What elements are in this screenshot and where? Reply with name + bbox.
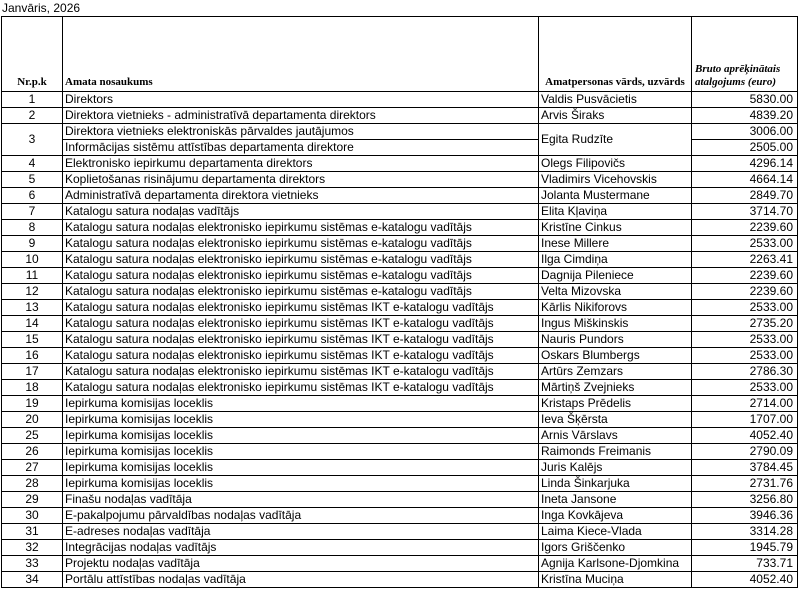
position-title: Katalogu satura nodaļas elektronisko iepirkumu sistēmas IKT e-katalogu vadītājs — [63, 332, 539, 348]
table-row — [2, 556, 798, 572]
row-number: 12 — [2, 284, 63, 300]
row-number: 5 — [2, 172, 63, 188]
table-row — [2, 508, 798, 524]
official-name: Arnis Vārslavs — [539, 428, 692, 444]
official-name: Ingus Miškinskis — [539, 316, 692, 332]
official-name: Elita Kļaviņa — [539, 204, 692, 220]
position-title: Direktors — [63, 92, 539, 108]
table-row — [2, 524, 798, 540]
gross-salary: 2533.00 — [692, 380, 798, 396]
row-number: 28 — [2, 476, 63, 492]
row-number: 10 — [2, 252, 63, 268]
gross-salary: 3256.80 — [692, 492, 798, 508]
table-row — [2, 172, 798, 188]
position-title: Katalogu satura nodaļas elektronisko iepirkumu sistēmas e-katalogu vadītājs — [63, 268, 539, 284]
row-number: 31 — [2, 524, 63, 540]
official-name: Raimonds Freimanis — [539, 444, 692, 460]
table-row — [2, 364, 798, 380]
table-row — [2, 476, 798, 492]
gross-salary: 3784.45 — [692, 460, 798, 476]
position-title: Informācijas sistēmu attīstības departamenta direktore — [63, 140, 539, 156]
gross-salary: 2239.60 — [692, 220, 798, 236]
row-number: 9 — [2, 236, 63, 252]
table-row — [2, 428, 798, 444]
table-row — [2, 396, 798, 412]
table-row — [2, 348, 798, 364]
position-title: Iepirkuma komisijas loceklis — [63, 412, 539, 428]
official-name: Oskars Blumbergs — [539, 348, 692, 364]
table-row — [2, 188, 798, 204]
position-title: Katalogu satura nodaļas elektronisko iepirkumu sistēmas IKT e-katalogu vadītājs — [63, 364, 539, 380]
row-number: 16 — [2, 348, 63, 364]
row-number: 8 — [2, 220, 63, 236]
table-row — [2, 492, 798, 508]
gross-salary: 2533.00 — [692, 348, 798, 364]
position-title: Iepirkuma komisijas loceklis — [63, 428, 539, 444]
row-number: 14 — [2, 316, 63, 332]
gross-salary: 4664.14 — [692, 172, 798, 188]
position-title: Katalogu satura nodaļas elektronisko iepirkumu sistēmas IKT e-katalogu vadītājs — [63, 316, 539, 332]
gross-salary: 2533.00 — [692, 332, 798, 348]
position-title: Elektronisko iepirkumu departamenta direktors — [63, 156, 539, 172]
table-row — [2, 156, 798, 172]
gross-salary: 2239.60 — [692, 268, 798, 284]
position-title: Projektu nodaļas vadītāja — [63, 556, 539, 572]
position-title: Direktora vietnieks elektroniskās pārvaldes jautājumos — [63, 124, 539, 140]
table-row — [2, 268, 798, 284]
position-title: Iepirkuma komisijas loceklis — [63, 444, 539, 460]
row-number: 2 — [2, 108, 63, 124]
row-number: 30 — [2, 508, 63, 524]
official-name: Kārlis Nikiforovs — [539, 300, 692, 316]
position-title: E-adreses nodaļas vadītāja — [63, 524, 539, 540]
row-number: 13 — [2, 300, 63, 316]
gross-salary: 1707.00 — [692, 412, 798, 428]
gross-salary: 4296.14 — [692, 156, 798, 172]
position-title: Katalogu satura nodaļas elektronisko iepirkumu sistēmas IKT e-katalogu vadītājs — [63, 348, 539, 364]
position-title: E-pakalpojumu pārvaldības nodaļas vadītāja — [63, 508, 539, 524]
official-name: Ineta Jansone — [539, 492, 692, 508]
row-number: 4 — [2, 156, 63, 172]
gross-salary: 2786.30 — [692, 364, 798, 380]
official-name: Agnija Karlsone-Djomkina — [539, 556, 692, 572]
table-header-row — [2, 17, 798, 92]
gross-salary: 1945.79 — [692, 540, 798, 556]
table-row — [2, 252, 798, 268]
position-title: Katalogu satura nodaļas vadītājs — [63, 204, 539, 220]
official-name: Juris Kalējs — [539, 460, 692, 476]
gross-salary: 2505.00 — [692, 140, 798, 156]
official-name: Velta Mizovska — [539, 284, 692, 300]
row-number: 20 — [2, 412, 63, 428]
official-name: Egita Rudzīte — [539, 124, 692, 156]
table-row — [2, 92, 798, 108]
position-title: Iepirkuma komisijas loceklis — [63, 476, 539, 492]
table-row — [2, 220, 798, 236]
position-title: Administratīvā departamenta direktora vietnieks — [63, 188, 539, 204]
official-name: Olegs Filipovičs — [539, 156, 692, 172]
row-number: 6 — [2, 188, 63, 204]
table-row — [2, 316, 798, 332]
table-row — [2, 444, 798, 460]
gross-salary: 2731.76 — [692, 476, 798, 492]
gross-salary: 5830.00 — [692, 92, 798, 108]
position-title: Katalogu satura nodaļas elektronisko iepirkumu sistēmas e-katalogu vadītājs — [63, 220, 539, 236]
official-name: Arvis Širaks — [539, 108, 692, 124]
position-title: Direktora vietnieks - administratīvā departamenta direktors — [63, 108, 539, 124]
gross-salary: 733.71 — [692, 556, 798, 572]
row-number: 26 — [2, 444, 63, 460]
report-period: Janvāris, 2026 — [2, 1, 81, 15]
position-title: Koplietošanas risinājumu departamenta direktors — [63, 172, 539, 188]
gross-salary: 2790.09 — [692, 444, 798, 460]
position-title: Integrācijas nodaļas vadītājs — [63, 540, 539, 556]
official-name: Igors Griščenko — [539, 540, 692, 556]
official-name: Vladimirs Vicehovskis — [539, 172, 692, 188]
table-row — [2, 108, 798, 124]
table-row — [2, 380, 798, 396]
table-row — [2, 540, 798, 556]
row-number: 34 — [2, 572, 63, 588]
official-name: Linda Šinkarjuka — [539, 476, 692, 492]
row-number: 25 — [2, 428, 63, 444]
gross-salary: 3314.28 — [692, 524, 798, 540]
position-title: Iepirkuma komisijas loceklis — [63, 396, 539, 412]
official-name: Kristaps Prēdelis — [539, 396, 692, 412]
official-name: Kristīna Muciņa — [539, 572, 692, 588]
official-name: Artūrs Zemzars — [539, 364, 692, 380]
row-number: 7 — [2, 204, 63, 220]
row-number: 17 — [2, 364, 63, 380]
official-name: Ieva Šķērsta — [539, 412, 692, 428]
gross-salary: 4052.40 — [692, 428, 798, 444]
row-number: 33 — [2, 556, 63, 572]
gross-salary: 3946.36 — [692, 508, 798, 524]
gross-salary: 2239.60 — [692, 284, 798, 300]
official-name: Jolanta Mustermane — [539, 188, 692, 204]
table-row — [2, 460, 798, 476]
header-position-title: Amata nosaukums — [63, 17, 539, 92]
official-name: Kristīne Cinkus — [539, 220, 692, 236]
gross-salary: 2735.20 — [692, 316, 798, 332]
row-number: 27 — [2, 460, 63, 476]
table-body — [2, 92, 798, 588]
row-number: 11 — [2, 268, 63, 284]
position-title: Iepirkuma komisijas loceklis — [63, 460, 539, 476]
position-title: Portālu attīstības nodaļas vadītāja — [63, 572, 539, 588]
row-number: 29 — [2, 492, 63, 508]
position-title: Katalogu satura nodaļas elektronisko iepirkumu sistēmas e-katalogu vadītājs — [63, 236, 539, 252]
table-row — [2, 124, 798, 140]
table-row — [2, 572, 798, 588]
gross-salary: 2533.00 — [692, 236, 798, 252]
row-number: 19 — [2, 396, 63, 412]
official-name: Mārtiņš Zvejnieks — [539, 380, 692, 396]
table-row — [2, 284, 798, 300]
gross-salary: 3006.00 — [692, 124, 798, 140]
header-official-name: Amatpersonas vārds, uzvārds — [539, 17, 692, 92]
position-title: Katalogu satura nodaļas elektronisko iepirkumu sistēmas IKT e-katalogu vadītājs — [63, 300, 539, 316]
table-row — [2, 412, 798, 428]
official-name: Ilga Cimdiņa — [539, 252, 692, 268]
table-row — [2, 204, 798, 220]
official-name: Nauris Pundors — [539, 332, 692, 348]
gross-salary: 3714.70 — [692, 204, 798, 220]
gross-salary: 4052.40 — [692, 572, 798, 588]
gross-salary: 4839.20 — [692, 108, 798, 124]
position-title: Finašu nodaļas vadītāja — [63, 492, 539, 508]
salary-table — [1, 16, 798, 588]
official-name: Valdis Pusvācietis — [539, 92, 692, 108]
official-name: Laima Kiece-Vlada — [539, 524, 692, 540]
row-number: 32 — [2, 540, 63, 556]
official-name: Inese Millere — [539, 236, 692, 252]
table-row — [2, 332, 798, 348]
position-title: Katalogu satura nodaļas elektronisko iepirkumu sistēmas e-katalogu vadītājs — [63, 252, 539, 268]
gross-salary: 2263.41 — [692, 252, 798, 268]
gross-salary: 2849.70 — [692, 188, 798, 204]
position-title: Katalogu satura nodaļas elektronisko iepirkumu sistēmas IKT e-katalogu vadītājs — [63, 380, 539, 396]
header-nr: Nr.p.k — [2, 17, 63, 92]
position-title: Katalogu satura nodaļas elektronisko iepirkumu sistēmas e-katalogu vadītājs — [63, 284, 539, 300]
row-number: 18 — [2, 380, 63, 396]
gross-salary: 2714.00 — [692, 396, 798, 412]
table-row — [2, 300, 798, 316]
gross-salary: 2533.00 — [692, 300, 798, 316]
row-number: 15 — [2, 332, 63, 348]
official-name: Dagnija Pileniece — [539, 268, 692, 284]
official-name: Inga Kovkājeva — [539, 508, 692, 524]
row-number: 1 — [2, 92, 63, 108]
table-row — [2, 236, 798, 252]
row-number: 3 — [2, 124, 63, 156]
header-gross-salary: Bruto aprēķinātais atalgojums (euro) — [692, 17, 798, 92]
